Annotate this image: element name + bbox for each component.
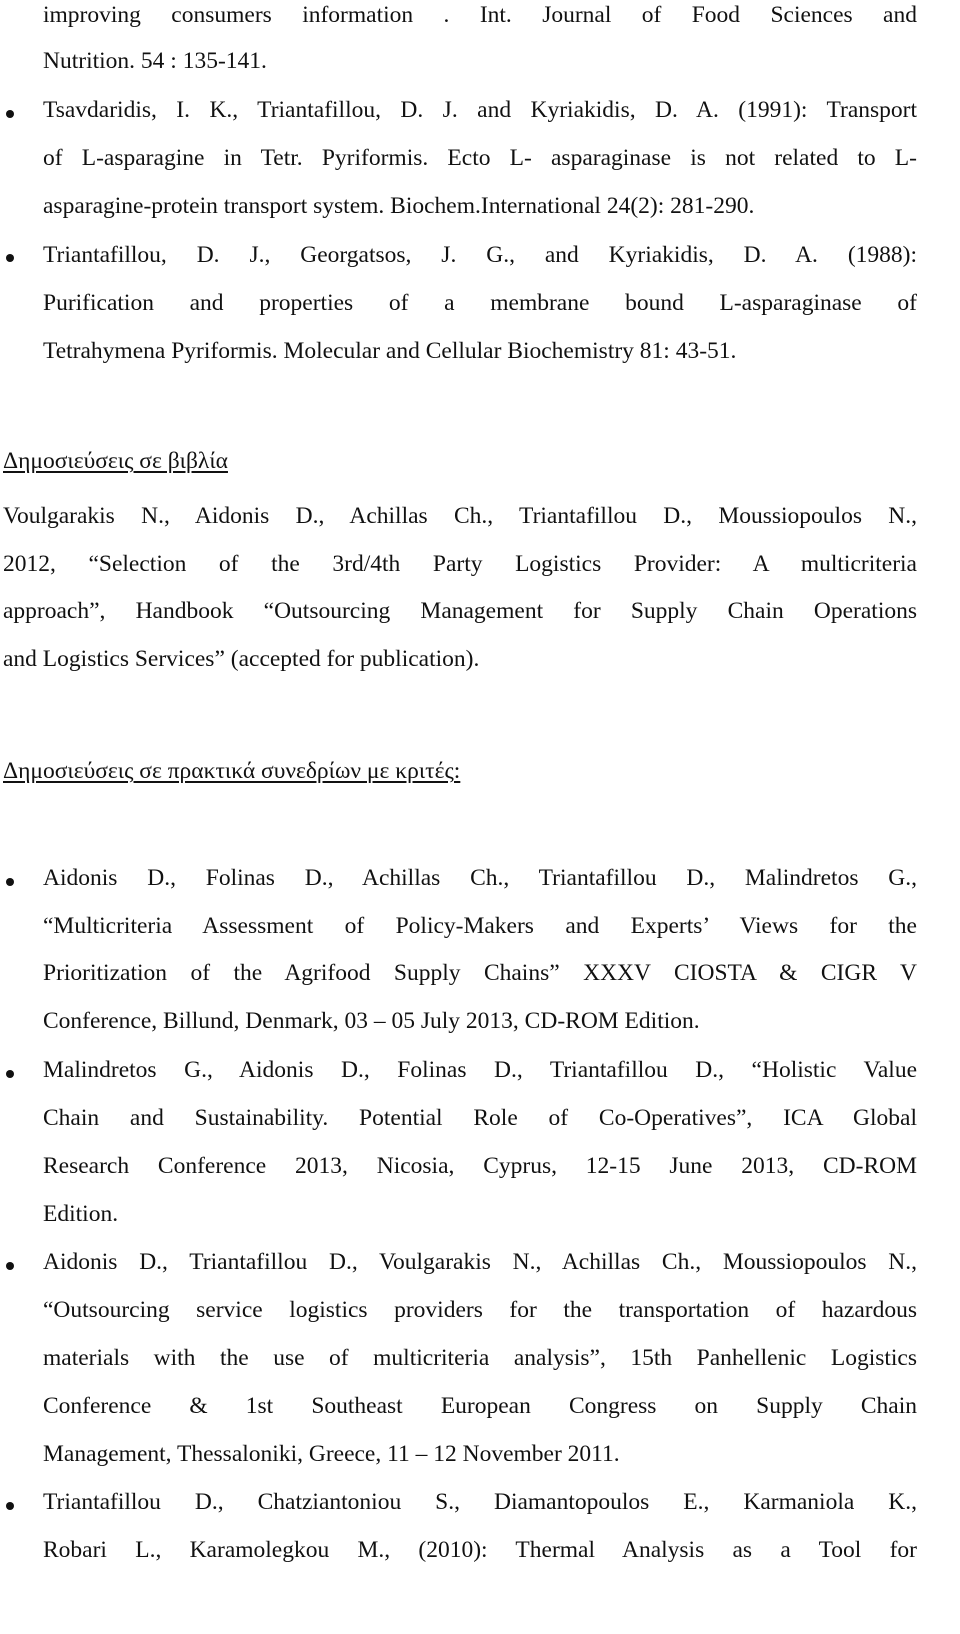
conference-reference-line: Research Conference 2013, Nicosia, Cyprus, 12-15 June 2013, CD-ROM bbox=[43, 1153, 917, 1179]
reference-line: Tetrahymena Pyriformis. Molecular and Cellular Biochemistry 81: 43-51. bbox=[43, 338, 737, 364]
conference-reference-line: Conference, Billund, Denmark, 03 – 05 July 2013, CD-ROM Edition. bbox=[43, 1008, 700, 1034]
book-reference-line: approach”, Handbook “Outsourcing Management for Supply Chain Operations bbox=[3, 598, 917, 624]
reference-continuation-line: Nutrition. 54 : 135-141. bbox=[43, 48, 267, 74]
conference-reference-line: Triantafillou D., Chatziantoniou S., Diamantopoulos E., Karmaniola K., bbox=[43, 1489, 917, 1515]
conference-reference-line: Conference & 1st Southeast European Congress on Supply Chain bbox=[43, 1393, 917, 1419]
reference-line: of L-asparagine in Tetr. Pyriformis. Ecto L- asparaginase is not related to L- bbox=[43, 145, 917, 171]
conference-reference-line: Robari L., Karamolegkou M., (2010): Thermal Analysis as a Tool for bbox=[43, 1537, 917, 1563]
reference-line: asparagine-protein transport system. Biochem.International 24(2): 281-290. bbox=[43, 193, 755, 219]
reference-line: Triantafillou, D. J., Georgatsos, J. G., and Kyriakidis, D. A. (1988): bbox=[43, 242, 917, 268]
conference-reference-line: materials with the use of multicriteria analysis”, 15th Panhellenic Logistics bbox=[43, 1345, 917, 1371]
bullet-icon bbox=[6, 254, 14, 262]
section-heading-conferences: Δημοσιεύσεις σε πρακτικά συνεδρίων με κριτές: bbox=[3, 758, 461, 784]
bullet-icon bbox=[6, 1070, 14, 1078]
reference-line: Purification and properties of a membrane bound L-asparaginase of bbox=[43, 290, 917, 316]
reference-continuation-line: improving consumers information . Int. Journal of Food Sciences and bbox=[43, 2, 917, 28]
bullet-icon bbox=[6, 878, 14, 886]
section-heading-books: Δημοσιεύσεις σε βιβλία bbox=[3, 448, 228, 474]
conference-reference-line: Management, Thessaloniki, Greece, 11 – 12 November 2011. bbox=[43, 1441, 620, 1467]
conference-reference-line: “Outsourcing service logistics providers for the transportation of hazardous bbox=[43, 1297, 917, 1323]
conference-reference-line: Aidonis D., Triantafillou D., Voulgarakis N., Achillas Ch., Moussiopoulos N., bbox=[43, 1249, 917, 1275]
conference-reference-line: “Multicriteria Assessment of Policy-Makers and Experts’ Views for the bbox=[43, 913, 917, 939]
book-reference-line: and Logistics Services” (accepted for publication). bbox=[3, 646, 480, 672]
conference-reference-line: Malindretos G., Aidonis D., Folinas D., Triantafillou D., “Holistic Value bbox=[43, 1057, 917, 1083]
bullet-icon bbox=[6, 110, 14, 118]
conference-reference-line: Prioritization of the Agrifood Supply Chains” XXXV CIOSTA & CIGR V bbox=[43, 960, 917, 986]
book-reference-line: Voulgarakis N., Aidonis D., Achillas Ch., Triantafillou D., Moussiopoulos N., bbox=[3, 503, 917, 529]
reference-line: Tsavdaridis, I. K., Triantafillou, D. J. and Kyriakidis, D. A. (1991): Transport bbox=[43, 97, 917, 123]
book-reference-line: 2012, “Selection of the 3rd/4th Party Logistics Provider: A multicriteria bbox=[3, 551, 917, 577]
bullet-icon bbox=[6, 1262, 14, 1270]
conference-reference-line: Edition. bbox=[43, 1201, 119, 1227]
bullet-icon bbox=[6, 1502, 14, 1510]
conference-reference-line: Aidonis D., Folinas D., Achillas Ch., Triantafillou D., Malindretos G., bbox=[43, 865, 917, 891]
conference-reference-line: Chain and Sustainability. Potential Role of Co-Operatives”, ICA Global bbox=[43, 1105, 917, 1131]
